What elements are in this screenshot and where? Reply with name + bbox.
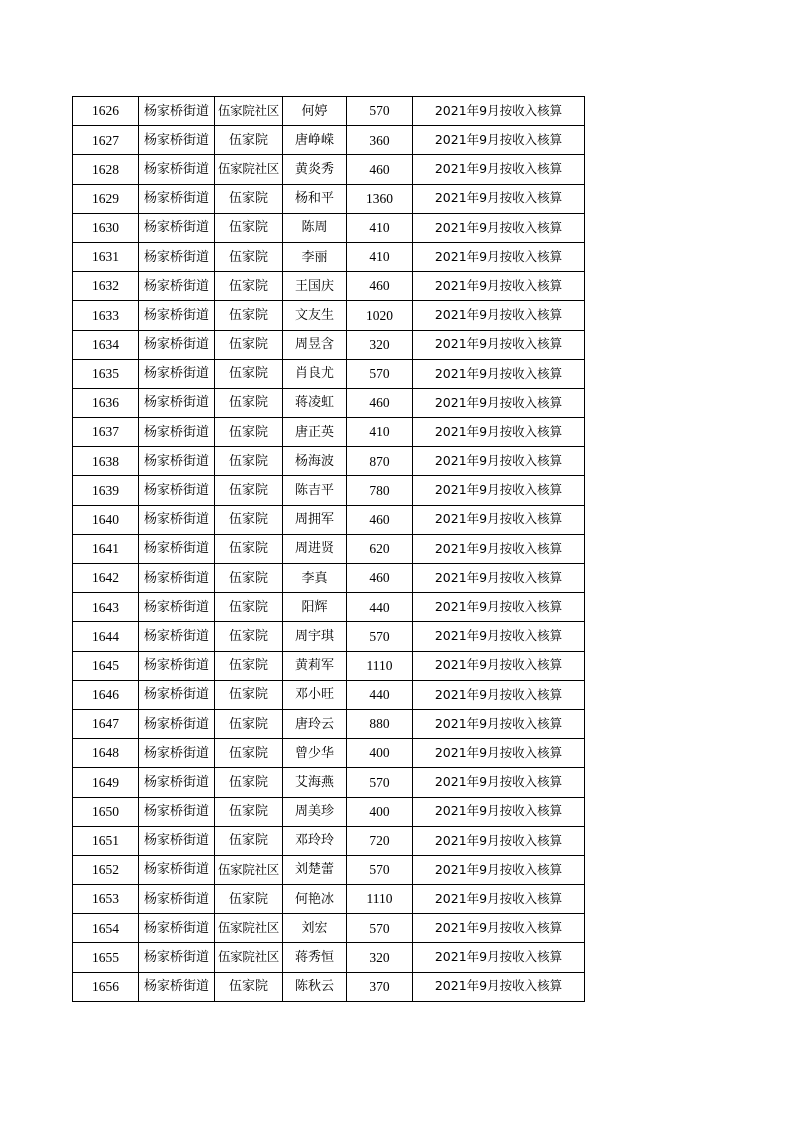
table-row (73, 418, 585, 447)
table-row (73, 359, 585, 388)
cell-amount: 320 (347, 330, 413, 359)
cell-note: 2021年9月按收入核算 (413, 943, 585, 972)
table-row (73, 885, 585, 914)
cell-street: 杨家桥街道 (139, 155, 215, 184)
cell-person-name: 邓小旺 (283, 680, 347, 709)
cell-community: 伍家院 (215, 534, 283, 563)
cell-number: 1633 (73, 301, 139, 330)
cell-note: 2021年9月按收入核算 (413, 593, 585, 622)
table-row (73, 972, 585, 1001)
cell-street: 杨家桥街道 (139, 476, 215, 505)
cell-note: 2021年9月按收入核算 (413, 709, 585, 738)
cell-amount: 570 (347, 359, 413, 388)
cell-street: 杨家桥街道 (139, 359, 215, 388)
cell-note: 2021年9月按收入核算 (413, 447, 585, 476)
cell-amount: 570 (347, 97, 413, 126)
cell-note: 2021年9月按收入核算 (413, 330, 585, 359)
cell-person-name: 唐正英 (283, 418, 347, 447)
cell-amount: 720 (347, 826, 413, 855)
table-row (73, 826, 585, 855)
cell-amount: 370 (347, 972, 413, 1001)
cell-amount: 360 (347, 126, 413, 155)
cell-community: 伍家院 (215, 242, 283, 271)
table-row (73, 184, 585, 213)
cell-note: 2021年9月按收入核算 (413, 768, 585, 797)
cell-person-name: 阳辉 (283, 593, 347, 622)
cell-note: 2021年9月按收入核算 (413, 184, 585, 213)
cell-street: 杨家桥街道 (139, 739, 215, 768)
cell-person-name: 周宇琪 (283, 622, 347, 651)
table-row (73, 126, 585, 155)
cell-person-name: 周昱含 (283, 330, 347, 359)
cell-number: 1628 (73, 155, 139, 184)
cell-note: 2021年9月按收入核算 (413, 534, 585, 563)
cell-community: 伍家院社区 (215, 943, 283, 972)
cell-person-name: 肖良尤 (283, 359, 347, 388)
cell-community: 伍家院 (215, 797, 283, 826)
cell-street: 杨家桥街道 (139, 534, 215, 563)
cell-street: 杨家桥街道 (139, 826, 215, 855)
cell-number: 1636 (73, 388, 139, 417)
cell-community: 伍家院 (215, 826, 283, 855)
cell-person-name: 何艳冰 (283, 885, 347, 914)
table-row (73, 855, 585, 884)
cell-amount: 1110 (347, 651, 413, 680)
cell-community: 伍家院 (215, 476, 283, 505)
table-row (73, 213, 585, 242)
cell-person-name: 蒋秀恒 (283, 943, 347, 972)
cell-community: 伍家院社区 (215, 97, 283, 126)
cell-person-name: 邓玲玲 (283, 826, 347, 855)
cell-number: 1656 (73, 972, 139, 1001)
cell-street: 杨家桥街道 (139, 388, 215, 417)
cell-community: 伍家院 (215, 680, 283, 709)
cell-note: 2021年9月按收入核算 (413, 301, 585, 330)
cell-amount: 570 (347, 768, 413, 797)
cell-person-name: 杨和平 (283, 184, 347, 213)
cell-community: 伍家院 (215, 768, 283, 797)
cell-street: 杨家桥街道 (139, 709, 215, 738)
cell-community: 伍家院 (215, 213, 283, 242)
cell-number: 1655 (73, 943, 139, 972)
cell-amount: 410 (347, 213, 413, 242)
cell-person-name: 陈秋云 (283, 972, 347, 1001)
cell-number: 1630 (73, 213, 139, 242)
cell-amount: 400 (347, 739, 413, 768)
table-row (73, 914, 585, 943)
table-row (73, 155, 585, 184)
cell-amount: 570 (347, 622, 413, 651)
cell-community: 伍家院社区 (215, 914, 283, 943)
cell-person-name: 唐峥嵘 (283, 126, 347, 155)
cell-number: 1631 (73, 242, 139, 271)
cell-amount: 440 (347, 680, 413, 709)
cell-note: 2021年9月按收入核算 (413, 242, 585, 271)
cell-number: 1632 (73, 272, 139, 301)
table-row (73, 680, 585, 709)
data-table (72, 96, 585, 1002)
cell-person-name: 蒋凌虹 (283, 388, 347, 417)
cell-person-name: 艾海燕 (283, 768, 347, 797)
table-row (73, 97, 585, 126)
cell-street: 杨家桥街道 (139, 885, 215, 914)
cell-street: 杨家桥街道 (139, 972, 215, 1001)
cell-street: 杨家桥街道 (139, 680, 215, 709)
table-row (73, 476, 585, 505)
cell-street: 杨家桥街道 (139, 505, 215, 534)
cell-number: 1649 (73, 768, 139, 797)
table-row (73, 709, 585, 738)
cell-number: 1635 (73, 359, 139, 388)
cell-note: 2021年9月按收入核算 (413, 680, 585, 709)
cell-note: 2021年9月按收入核算 (413, 622, 585, 651)
table-row (73, 272, 585, 301)
table-row (73, 447, 585, 476)
cell-note: 2021年9月按收入核算 (413, 914, 585, 943)
cell-amount: 570 (347, 855, 413, 884)
cell-street: 杨家桥街道 (139, 272, 215, 301)
cell-person-name: 王国庆 (283, 272, 347, 301)
cell-community: 伍家院 (215, 447, 283, 476)
cell-note: 2021年9月按收入核算 (413, 418, 585, 447)
table-row (73, 534, 585, 563)
table-row (73, 242, 585, 271)
table-row (73, 505, 585, 534)
cell-person-name: 陈吉平 (283, 476, 347, 505)
cell-person-name: 周进贤 (283, 534, 347, 563)
cell-amount: 460 (347, 272, 413, 301)
cell-person-name: 何婷 (283, 97, 347, 126)
cell-community: 伍家院 (215, 330, 283, 359)
cell-community: 伍家院 (215, 505, 283, 534)
cell-community: 伍家院 (215, 418, 283, 447)
cell-number: 1647 (73, 709, 139, 738)
cell-amount: 410 (347, 418, 413, 447)
cell-person-name: 黄莉军 (283, 651, 347, 680)
cell-person-name: 李真 (283, 564, 347, 593)
cell-note: 2021年9月按收入核算 (413, 272, 585, 301)
cell-number: 1645 (73, 651, 139, 680)
cell-note: 2021年9月按收入核算 (413, 126, 585, 155)
cell-person-name: 刘宏 (283, 914, 347, 943)
cell-community: 伍家院 (215, 739, 283, 768)
cell-number: 1644 (73, 622, 139, 651)
cell-amount: 880 (347, 709, 413, 738)
cell-amount: 400 (347, 797, 413, 826)
cell-amount: 460 (347, 155, 413, 184)
cell-amount: 460 (347, 388, 413, 417)
cell-number: 1639 (73, 476, 139, 505)
table-row (73, 797, 585, 826)
cell-note: 2021年9月按收入核算 (413, 97, 585, 126)
cell-person-name: 周拥军 (283, 505, 347, 534)
cell-note: 2021年9月按收入核算 (413, 739, 585, 768)
cell-number: 1627 (73, 126, 139, 155)
cell-community: 伍家院 (215, 301, 283, 330)
cell-street: 杨家桥街道 (139, 184, 215, 213)
cell-community: 伍家院 (215, 359, 283, 388)
cell-number: 1637 (73, 418, 139, 447)
cell-community: 伍家院 (215, 272, 283, 301)
cell-community: 伍家院 (215, 593, 283, 622)
cell-street: 杨家桥街道 (139, 622, 215, 651)
cell-number: 1651 (73, 826, 139, 855)
cell-number: 1629 (73, 184, 139, 213)
cell-note: 2021年9月按收入核算 (413, 972, 585, 1001)
cell-community: 伍家院社区 (215, 155, 283, 184)
cell-number: 1653 (73, 885, 139, 914)
cell-note: 2021年9月按收入核算 (413, 885, 585, 914)
cell-note: 2021年9月按收入核算 (413, 651, 585, 680)
cell-note: 2021年9月按收入核算 (413, 476, 585, 505)
cell-number: 1643 (73, 593, 139, 622)
table-row (73, 330, 585, 359)
cell-person-name: 陈周 (283, 213, 347, 242)
cell-note: 2021年9月按收入核算 (413, 388, 585, 417)
table-row (73, 651, 585, 680)
table-row (73, 301, 585, 330)
cell-street: 杨家桥街道 (139, 126, 215, 155)
cell-street: 杨家桥街道 (139, 447, 215, 476)
cell-amount: 410 (347, 242, 413, 271)
cell-person-name: 曾少华 (283, 739, 347, 768)
cell-street: 杨家桥街道 (139, 797, 215, 826)
table-row (73, 622, 585, 651)
cell-number: 1634 (73, 330, 139, 359)
table-row (73, 593, 585, 622)
cell-person-name: 刘楚蕾 (283, 855, 347, 884)
cell-street: 杨家桥街道 (139, 593, 215, 622)
cell-street: 杨家桥街道 (139, 651, 215, 680)
cell-note: 2021年9月按收入核算 (413, 155, 585, 184)
cell-amount: 1020 (347, 301, 413, 330)
cell-community: 伍家院 (215, 388, 283, 417)
cell-person-name: 周美珍 (283, 797, 347, 826)
cell-number: 1646 (73, 680, 139, 709)
table-row (73, 768, 585, 797)
cell-number: 1640 (73, 505, 139, 534)
cell-street: 杨家桥街道 (139, 242, 215, 271)
cell-person-name: 文友生 (283, 301, 347, 330)
table-row (73, 388, 585, 417)
table-row (73, 943, 585, 972)
cell-amount: 440 (347, 593, 413, 622)
cell-community: 伍家院 (215, 885, 283, 914)
cell-number: 1626 (73, 97, 139, 126)
cell-amount: 1110 (347, 885, 413, 914)
cell-amount: 460 (347, 564, 413, 593)
cell-note: 2021年9月按收入核算 (413, 797, 585, 826)
cell-number: 1654 (73, 914, 139, 943)
cell-number: 1641 (73, 534, 139, 563)
cell-community: 伍家院 (215, 651, 283, 680)
cell-amount: 870 (347, 447, 413, 476)
cell-number: 1642 (73, 564, 139, 593)
cell-street: 杨家桥街道 (139, 418, 215, 447)
cell-community: 伍家院 (215, 709, 283, 738)
cell-street: 杨家桥街道 (139, 914, 215, 943)
cell-amount: 320 (347, 943, 413, 972)
cell-note: 2021年9月按收入核算 (413, 564, 585, 593)
cell-amount: 460 (347, 505, 413, 534)
cell-community: 伍家院 (215, 622, 283, 651)
cell-street: 杨家桥街道 (139, 564, 215, 593)
cell-street: 杨家桥街道 (139, 943, 215, 972)
cell-street: 杨家桥街道 (139, 213, 215, 242)
cell-number: 1652 (73, 855, 139, 884)
cell-number: 1638 (73, 447, 139, 476)
cell-amount: 1360 (347, 184, 413, 213)
cell-number: 1648 (73, 739, 139, 768)
cell-amount: 620 (347, 534, 413, 563)
table-row (73, 739, 585, 768)
cell-community: 伍家院社区 (215, 855, 283, 884)
cell-amount: 780 (347, 476, 413, 505)
cell-note: 2021年9月按收入核算 (413, 855, 585, 884)
cell-community: 伍家院 (215, 972, 283, 1001)
cell-person-name: 唐玲云 (283, 709, 347, 738)
cell-note: 2021年9月按收入核算 (413, 213, 585, 242)
cell-note: 2021年9月按收入核算 (413, 826, 585, 855)
cell-amount: 570 (347, 914, 413, 943)
cell-note: 2021年9月按收入核算 (413, 359, 585, 388)
cell-number: 1650 (73, 797, 139, 826)
cell-note: 2021年9月按收入核算 (413, 505, 585, 534)
cell-person-name: 杨海波 (283, 447, 347, 476)
cell-community: 伍家院 (215, 184, 283, 213)
cell-community: 伍家院 (215, 126, 283, 155)
cell-street: 杨家桥街道 (139, 97, 215, 126)
cell-street: 杨家桥街道 (139, 330, 215, 359)
cell-street: 杨家桥街道 (139, 855, 215, 884)
cell-person-name: 黄炎秀 (283, 155, 347, 184)
cell-community: 伍家院 (215, 564, 283, 593)
cell-street: 杨家桥街道 (139, 301, 215, 330)
table-body (73, 97, 585, 1002)
cell-person-name: 李丽 (283, 242, 347, 271)
table-row (73, 564, 585, 593)
cell-street: 杨家桥街道 (139, 768, 215, 797)
